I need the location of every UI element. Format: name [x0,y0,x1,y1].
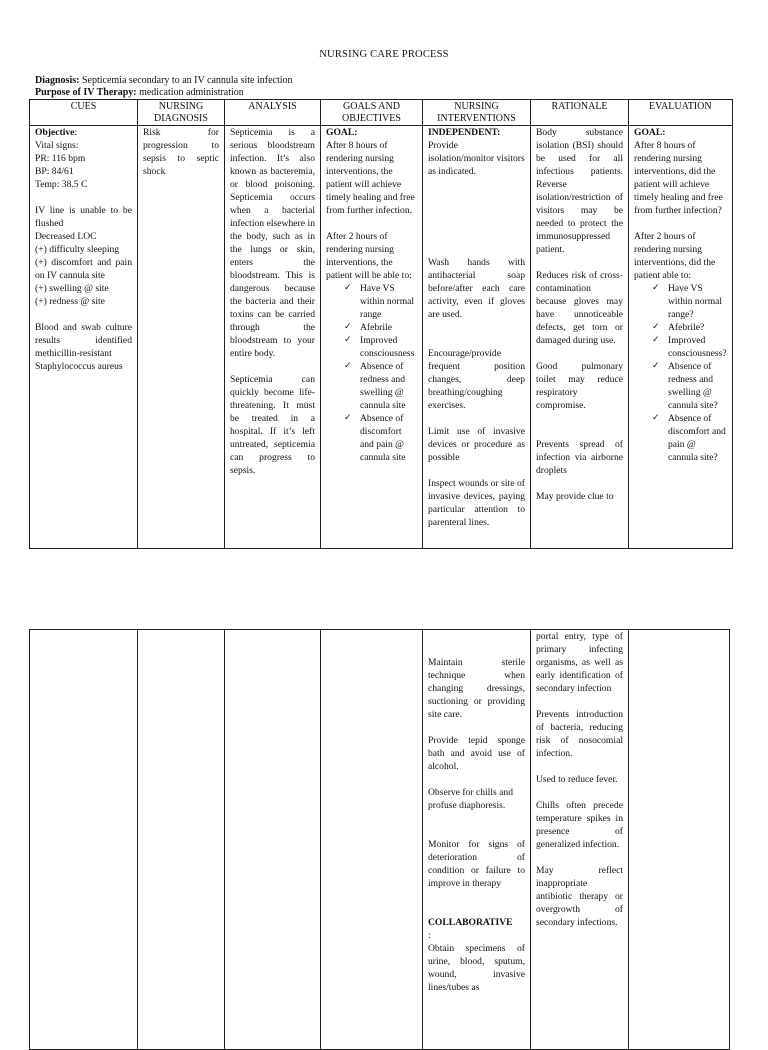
header-rationale: RATIONALE [531,100,629,126]
goal-check-item: ✓ Afebrile [344,321,417,334]
analysis-p1: Septicemia is a serious bloodstream infection. It’s also known as bacteremia, or blood poisoning. Septicemia occurs when a bacterial infection elsewhere in the body, such as in the lungs or skin, enters the bloodstream. This is dangerous because the bacteria and their toxins can be carried through the bloodstream to your entire body. [230,127,315,359]
collaborative-label: COLLABORATIVE [428,917,513,928]
nursing-diagnosis-cell [138,126,225,549]
goal-check-item: ✓ Absence of discomfort and pain @ cannula site [344,412,417,464]
rationale-cell-continued [531,630,629,1050]
purpose-line [35,87,244,99]
cue-pain: (+) discomfort and pain on IV cannula site [35,257,132,281]
purpose-text: medication administration [136,87,244,98]
goals-cell-continued [321,630,423,1050]
header-analysis: ANALYSIS [225,100,321,126]
goal-label: GOAL: [326,127,358,138]
evaluation-goal-label: GOAL: [634,127,666,138]
purpose-label: Purpose of IV Therapy: [35,87,137,98]
rationale-2: Reduces risk of cross-contamination because gloves may have unnoticeable defects, get torn or damaged during use. [536,270,623,346]
diagnosis-line [35,75,293,87]
evaluation-check-item: ✓ Absence of redness and swelling @ cannula site? [652,360,727,412]
header-cues: CUES [30,100,138,126]
cue-swelling: (+) swelling @ site [35,283,109,294]
interventions-cell-continued: Maintain sterile technique when changing dressings, suctioning or providing site care. Provide tepid sponge bath and avoid use of alcohol. Observe for chills and profuse diaphoresis. Monitor for signs of deterioration of condition or failure to improve in therapy COLLABORATIVE : Obtain specimens of urine, blood, sputum, wound, invasive lines/tubes as [423,630,531,1050]
cue-iv-line: IV line is unable to be flushed [35,205,132,229]
evaluation-check-item: ✓ Have VS within normal range? [652,282,727,321]
independent-label: INDEPENDENT: [428,127,501,138]
rationale-1: Body substance isolation (BSI) should be used for all infectious patients. Reverse isolation/restriction of visitors may be needed to protect the immunosuppressed patient. [536,127,623,255]
evaluation-p2: After 2 hours of rendering nursing interventions, did the patient able to: [634,231,716,281]
intervention-3: Encourage/provide frequent position changes, deep breathing/coughing exercises. [428,348,525,411]
intervention-4: Limit use of invasive devices or procedure as possible [428,426,525,463]
intervention-8: Observe for chills and profuse diaphoresis. [428,787,513,811]
analysis-p2: Septicemia can quickly become life-threatening. It must be treated in a hospital. If it’s left untreated, septicemia can progress to sepsis. [230,374,315,476]
intervention-1: Provide isolation/monitor visitors as indicated. [428,140,525,177]
header-nursing-diagnosis: NURSING DIAGNOSIS [138,100,225,126]
goal-p2: After 2 hours of rendering nursing interventions, the patient will be able to: [326,231,412,281]
evaluation-p1: After 8 hours of rendering nursing interventions, did the patient will achieve timely healing and free from further infection? [634,140,723,216]
content-row [30,126,733,549]
rationale-4: Prevents spread of infection via airborne droplets [536,439,623,476]
goal-check-item: ✓ Have VS within normal range [344,282,417,321]
page-title: NURSING CARE PROCESS [319,49,449,60]
rationale-7: Used to reduce fever. [536,774,618,785]
diagnosis-text: Septicemia secondary to an IV cannula site infection [79,75,293,86]
cues-cell: Objective: Vital signs: PR: 116 bpm BP: 84/61 Temp: 38.5 C IV line is unable to be flushed Decreased LOC (+) difficulty sleeping (+) discomfort and pain on IV cannula site (+) swelling @ site (+) redness @ site Blood and swab culture results identified methicillin-resistant Staphylococcus aureus [30,126,138,549]
temperature: Temp: 38.5 C [35,179,88,190]
nursing-diagnosis-text: Risk for progression to sepsis to septic shock [143,127,219,177]
interventions-cell [423,126,531,549]
continued-row [30,630,730,1050]
intervention-5: Inspect wounds or site of invasive devices, paying particular attention to parenteral lines. [428,478,525,528]
nursing-diagnosis-cell-continued [138,630,225,1050]
rationale-9: May reflect inappropriate antibiotic therapy or overgrowth of secondary infections. [536,865,623,928]
intervention-6: Maintain sterile technique when changing dressings, suctioning or providing site care. [428,657,525,720]
evaluation-check-item: ✓ Improved consciousness? [652,334,727,360]
pulse-rate: PR: 116 bpm [35,153,86,164]
analysis-cell-continued [225,630,321,1050]
intervention-2: Wash hands with antibacterial soap before/after each care activity, even if gloves are used. [428,257,525,320]
diagnosis-label: Diagnosis: [35,75,80,86]
intervention-10: Obtain specimens of urine, blood, sputum, wound, invasive lines/tubes as [428,943,525,993]
goal-p1: After 8 hours of rendering nursing interventions, the patient will achieve timely healing and free from further infection. [326,140,415,216]
care-plan-table-continued [29,629,730,1050]
analysis-cell [225,126,321,549]
evaluation-check-item: ✓ Afebrile? [652,321,727,334]
rationale-8: Chills often precede temperature spikes in presence of generalized infection. [536,800,623,850]
vital-signs-label: Vital signs: [35,140,79,151]
rationale-3: Good pulmonary toilet may reduce respiratory compromise. [536,361,623,411]
goal-check-item: ✓ Improved consciousness [344,334,417,360]
goal-checklist [326,282,417,464]
evaluation-cell-continued [629,630,730,1050]
objective-label: Objective [35,127,75,138]
header-interventions: NURSING INTERVENTIONS [423,100,531,126]
header-evaluation: EVALUATION [629,100,733,126]
rationale-6: Prevents introduction of bacteria, reducing risk of nosocomial infection. [536,709,623,759]
rationale-5-continued: portal entry, type of primary infecting organisms, as well as early identification of secondary infection [536,631,623,694]
cue-culture: Blood and swab culture results identified methicillin-resistant Staphylococcus aureus [35,322,132,372]
header-goals: GOALS AND OBJECTIVES [321,100,423,126]
care-plan-table-top [29,99,733,549]
evaluation-cell [629,126,733,549]
blood-pressure: BP: 84/61 [35,166,74,177]
cue-sleeping: (+) difficulty sleeping [35,244,120,255]
cue-redness: (+) redness @ site [35,296,105,307]
goals-cell [321,126,423,549]
cue-loc: Decreased LOC [35,231,97,242]
header-row [30,100,733,126]
evaluation-checklist [634,282,727,464]
intervention-9: Monitor for signs of deterioration of condition or failure to improve in therapy [428,839,525,889]
intervention-7: Provide tepid sponge bath and avoid use of alcohol. [428,735,525,772]
goal-check-item: ✓ Absence of redness and swelling @ cannula site [344,360,417,412]
rationale-cell [531,126,629,549]
rationale-5: May provide clue to [536,491,614,502]
evaluation-check-item: ✓ Absence of discomfort and pain @ cannula site? [652,412,727,464]
cues-cell-continued [30,630,138,1050]
